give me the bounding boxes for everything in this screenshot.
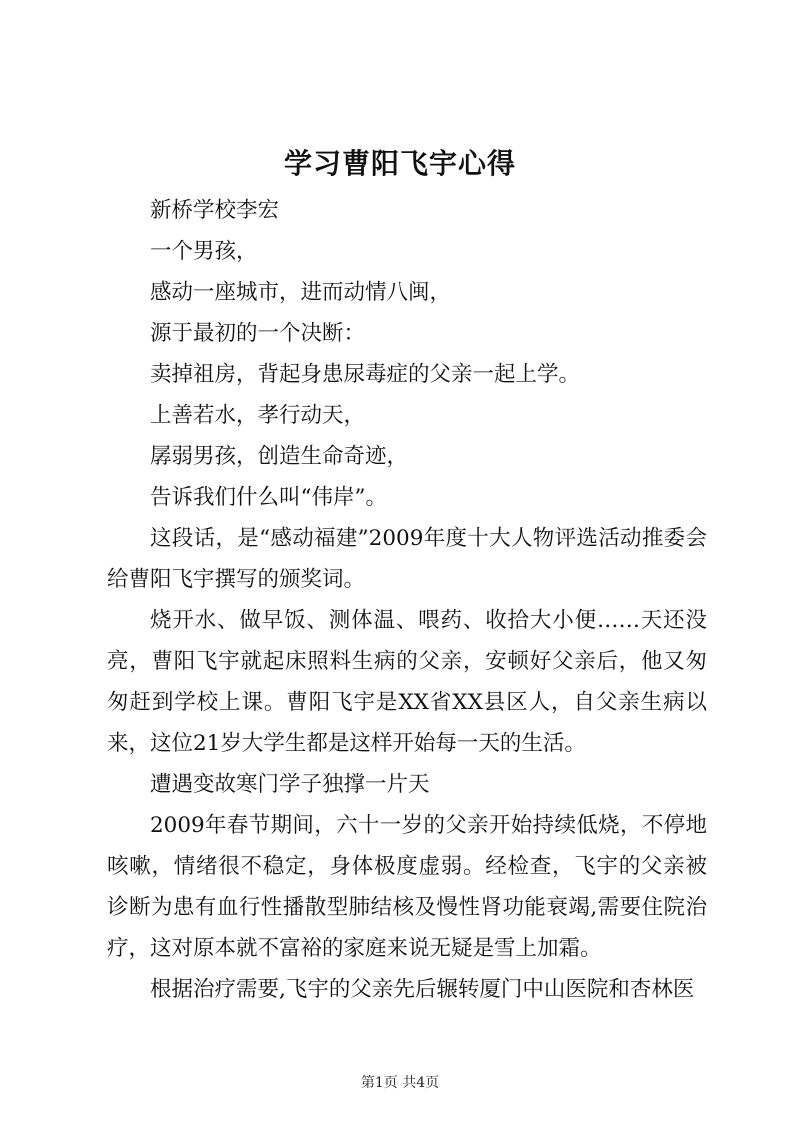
page-footer: 第1页 共4页 xyxy=(360,1075,440,1091)
poem-line: 一个男孩， xyxy=(150,239,258,264)
poem-line: 上善若水，孝行动天， xyxy=(150,403,366,428)
body-paragraph: 根据治疗需要,飞宇的父亲先后辗转厦门中山医院和杏林医 xyxy=(150,977,695,1002)
section-heading: 遭遇变故寒门学子独撑一片天 xyxy=(150,772,430,797)
poem-line: 源于最初的一个决断： xyxy=(150,321,366,346)
poem-line: 卖掉祖房，背起身患尿毒症的父亲一起上学。 xyxy=(150,362,581,387)
body-paragraph: 这段话，是“感动福建”2009年度十大人物评选活动推委会给曹阳飞宇撰写的颁奖词。 xyxy=(107,526,707,592)
document-body xyxy=(107,190,707,1010)
author-line: 新桥学校李宏 xyxy=(150,198,280,223)
body-paragraph: 2009年春节期间，六十一岁的父亲开始持续低烧，不停地咳嗽，情绪很不稳定，身体极度虚弱。经检查，飞宇的父亲被诊断为患有血行性播散型肺结核及慢性肾功能衰竭,需要住院治疗，这对原本就不富裕的家庭来说无疑是雪上加霜。 xyxy=(107,813,707,961)
poem-line: 告诉我们什么叫“伟岸”。 xyxy=(150,485,387,510)
document-title: 学习曹阳飞宇心得 xyxy=(283,147,516,180)
poem-line: 感动一座城市，进而动情八闽， xyxy=(150,280,452,305)
body-paragraph: 烧开水、做早饭、测体温、喂药、收拾大小便……天还没亮，曹阳飞宇就起床照料生病的父亲，安顿好父亲后，他又匆匆赶到学校上课。曹阳飞宇是XX省XX县区人，自父亲生病以来，这位21岁大学生都是这样开始每一天的生活。 xyxy=(107,608,707,756)
poem-line: 孱弱男孩，创造生命奇迹， xyxy=(150,444,409,469)
